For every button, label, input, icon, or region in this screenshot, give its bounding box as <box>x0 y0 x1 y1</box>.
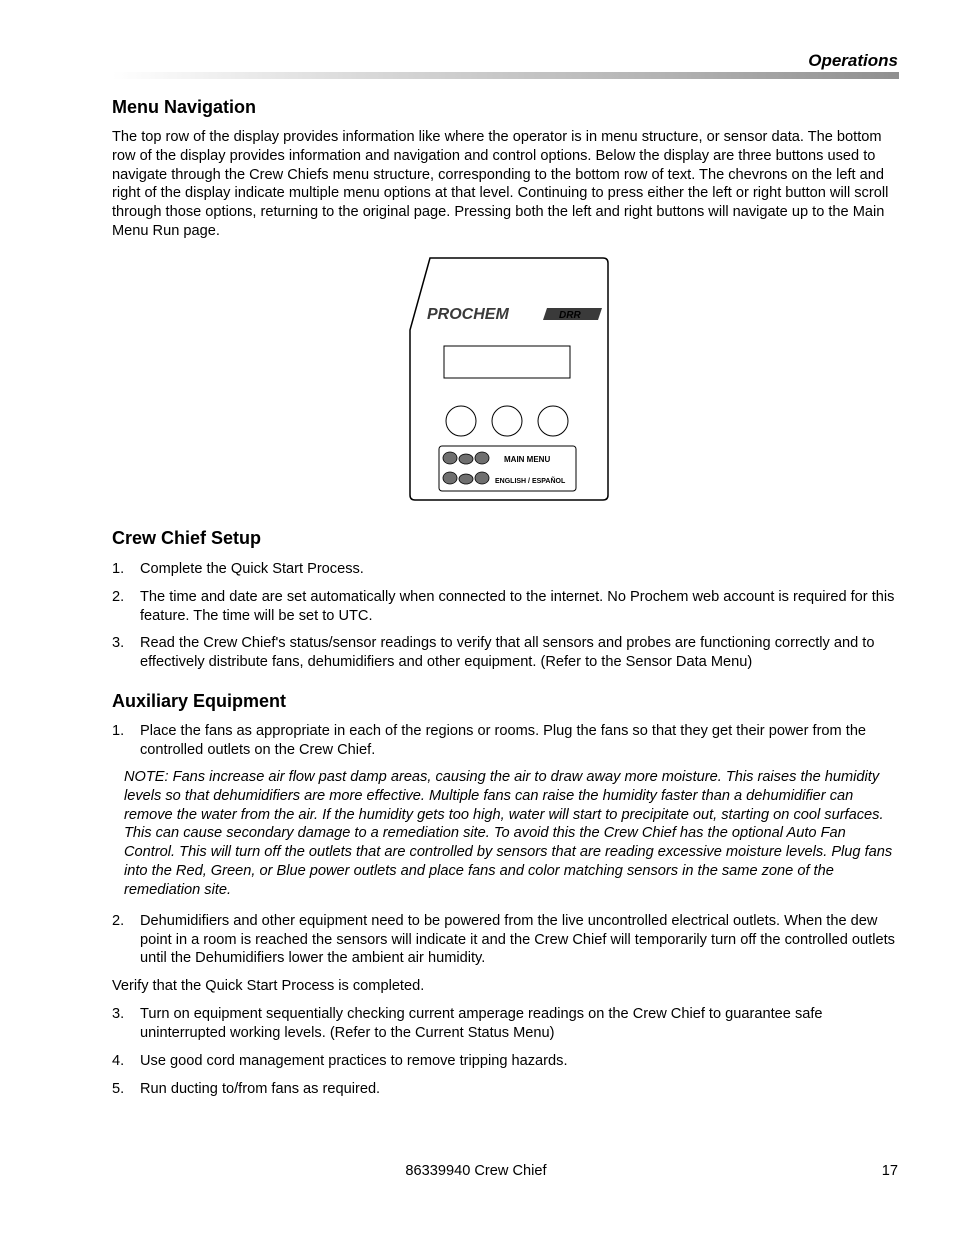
label-language: ENGLISH / ESPAÑOL <box>495 478 566 485</box>
list-item: 5. Run ducting to/from fans as required. <box>112 1081 381 1097</box>
prochem-logo: PROCHEM <box>427 306 509 323</box>
footer-document-id: 86339940 Crew Chief <box>405 1163 547 1179</box>
heading-crew-chief-setup: Crew Chief Setup <box>112 528 262 548</box>
list-item: 2. The time and date are set automatically when connected to the internet. No Prochem web account is required for this feature. The time will be set to UTC. <box>112 589 895 624</box>
label-main-menu: MAIN MENU <box>504 455 551 464</box>
key-icons-row-1 <box>443 452 489 464</box>
list-item: 1. Complete the Quick Start Process. <box>112 561 364 577</box>
right-button <box>538 406 568 436</box>
list-item: 3. Turn on equipment sequentially checking current amperage readings on the Crew Chief to guarantee safe uninterrupted working levels. (Refer to the Current Status Menu) <box>112 1006 823 1041</box>
center-button <box>492 406 522 436</box>
note-auto-fan-control: NOTE: Fans increase air flow past damp areas, causing the air to draw away more moisture. This raises the humidity levels so that dehumidifiers are more effective. Multiple fans can raise the humidity faster than a dehumidifier can remove the water from the air. If the humidity gets too high, water will start to precipitate out, starting on cool surfaces. This can cause secondary damage to a remediation site. To avoid this the Crew Chief has the optional Auto Fan Control. This will turn off the outlets that are controlled by sensors that are reading excessive moisture levels. Plug fans into the Red, Green, or Blue power outlets and place fans and color matching sensors in the same zone of the remediation site. <box>124 769 893 898</box>
list-item: 4. Use good cord management practices to remove tripping hazards. <box>112 1053 568 1069</box>
page-number: 17 <box>881 1163 898 1179</box>
key-icons-row-2 <box>443 472 489 484</box>
left-button <box>446 406 476 436</box>
list-item: 2. Dehumidifiers and other equipment need to be powered from the live uncontrolled electrical outlets. When the dew point in a room is reached the sensors will indicate it and the Crew Chief will temporarily turn off the controlled outlets until the Dehumidifiers lower the ambient air humidity. <box>112 913 895 966</box>
header-rule <box>112 72 899 79</box>
heading-menu-navigation: Menu Navigation <box>112 97 257 117</box>
display-screen <box>444 346 570 378</box>
drr-badge: DRR <box>559 310 581 321</box>
section-header: Operations <box>808 51 898 70</box>
list-item: 1. Place the fans as appropriate in each of the regions or rooms. Plug the fans so that they get their power from the controlled outlets on the Crew Chief. <box>112 723 867 758</box>
control-panel-illustration <box>405 255 611 503</box>
menu-navigation-body: The top row of the display provides information like where the operator is in menu structure, or sensor data. The bottom row of the display provides information and navigation and control options. Below the display are three buttons used to navigate through the Crew Chiefs menu structure, corresponding to the bottom row of text. The chevrons on the left and right of the display indicate multiple menu options at that level. Continuing to press either the left or right button will scroll through those options, returning to the original page. Pressing both the left and right buttons will navigate up to the Main Menu Run page. <box>112 129 889 239</box>
heading-auxiliary-equipment: Auxiliary Equipment <box>112 691 287 711</box>
list-item: 3. Read the Crew Chief's status/sensor readings to verify that all sensors and probes are functioning correctly and to effectively distribute fans, dehumidifiers and other equipment. (Refer to the Sensor Data Menu) <box>112 635 875 670</box>
verify-text: Verify that the Quick Start Process is completed. <box>112 978 425 994</box>
